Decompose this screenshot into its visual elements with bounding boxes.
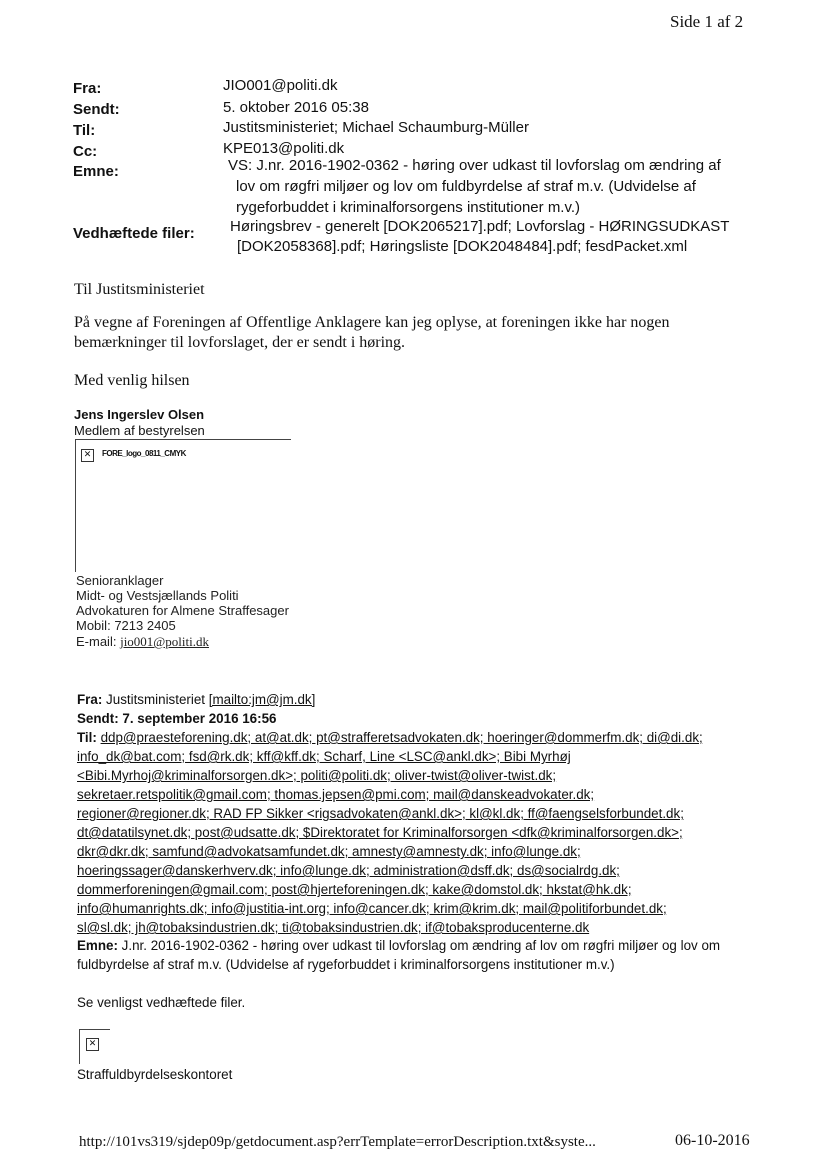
forwarded-to-line — [77, 729, 703, 747]
forwarded-from-name: Justitsministeriet — [106, 692, 206, 707]
attachments-label: Vedhæftede filer: — [73, 225, 195, 242]
recipient-list[interactable]: dkr@dkr.dk; samfund@advokatsamfundet.dk; amnesty@amnesty.dk; info@lunge.dk; — [77, 844, 581, 859]
recipient-list[interactable]: hoeringssager@danskerhverv.dk; info@lunge.dk; administration@dsff.dk; ds@socialrdg.dk; — [77, 863, 620, 878]
recipient-list[interactable]: regioner@regioner.dk; RAD FP Sikker <rigsadvokaten@ankl.dk>; kl@kl.dk; ff@faengselsforbundet.dk; — [77, 806, 684, 821]
signature-mobile — [76, 618, 176, 633]
subject-line: lov om røgfri miljøer og lov om fuldbyrdelse af straf m.v. (Udvidelse af — [236, 178, 696, 195]
recipient-list[interactable]: <Bibi.Myrhoj@kriminalforsorgen.dk>; politi@politi.dk; oliver-twist@oliver-twist.dk; — [77, 768, 557, 783]
recipient-list[interactable]: ddp@praesteforening.dk; at@at.dk; pt@strafferetsadvokaten.dk; hoeringer@dommerfm.dk; di@di.dk; — [100, 730, 703, 745]
forwarded-from — [77, 691, 315, 709]
email-link[interactable]: jio001@politi.dk — [120, 634, 209, 649]
broken-image-icon: ✕ — [86, 1038, 99, 1051]
forwarded-from-label: Fra: — [77, 692, 103, 707]
broken-image-icon: ✕ — [81, 449, 94, 462]
signature-title: Senioranklager — [76, 573, 164, 588]
recipient-list[interactable]: info@humanrights.dk; info@justitia-int.org; info@cancer.dk; krim@krim.dk; mail@politiforbundet.dk; — [77, 901, 667, 916]
footer-url: http://101vs319/sjdep09p/getdocument.asp?errTemplate=errorDescription.txt&syste... — [79, 1134, 596, 1150]
attachments-line[interactable]: [DOK2058368].pdf; Høringsliste [DOK2048484].pdf; fesdPacket.xml — [237, 238, 688, 255]
recipient-list[interactable]: sl@sl.dk; jh@tobaksindustrien.dk; ti@tobaksindustrien.dk; if@tobaksproducenterne.dk — [77, 920, 590, 935]
signature-org-line: Advokaturen for Almene Straffesager — [76, 603, 289, 618]
body-paragraph-line: På vegne af Foreningen af Offentlige Anklagere kan jeg oplyse, at foreningen ikke har nogen — [74, 314, 670, 331]
forwarded-note: Se venligst vedhæftede filer. — [77, 995, 246, 1010]
cc-label: Cc: — [73, 143, 98, 160]
footer-date: 06-10-2016 — [675, 1132, 750, 1149]
forwarded-subject — [77, 937, 720, 955]
to-value: Justitsministeriet; Michael Schaumburg-Müller — [223, 119, 529, 136]
subject-label: Emne: — [73, 163, 119, 180]
body-paragraph-line: bemærkninger til lovforslaget, der er sendt i høring. — [74, 334, 406, 351]
page-number: Side 1 af 2 — [670, 12, 744, 31]
signature-role: Medlem af bestyrelsen — [74, 423, 205, 438]
forwarded-subject-label: Emne: — [77, 938, 118, 953]
from-value[interactable]: JIO001@politi.dk — [223, 77, 338, 94]
signature-name: Jens Ingerslev Olsen — [74, 407, 205, 422]
mobile-number: 7213 2405 — [114, 618, 176, 633]
forwarded-sent — [77, 710, 276, 728]
logo-image-frame — [75, 439, 291, 572]
forwarded-subject-line: fuldbyrdelse af straf m.v. (Udvidelse af rygeforbuddet i kriminalforsorgens institutioner m.v.) — [77, 957, 615, 972]
forwarded-to-label: Til: — [77, 730, 97, 745]
closing: Med venlig hilsen — [74, 372, 190, 389]
greeting: Til Justitsministeriet — [74, 281, 205, 298]
sent-value: 5. oktober 2016 05:38 — [223, 99, 369, 116]
attachments-line[interactable]: Høringsbrev - generelt [DOK2065217].pdf; Lovforslag - HØRINGSUDKAST — [230, 218, 730, 235]
signature-org-line: Midt- og Vestsjællands Politi — [76, 588, 239, 603]
recipient-list[interactable]: dt@datatilsynet.dk; post@udsatte.dk; $Direktoratet for Kriminalforsorgen <dfk@kriminalforsorgen.dk>; — [77, 825, 683, 840]
recipient-list[interactable]: dommerforeningen@gmail.com; post@hjerteforeningen.dk; kake@domstol.dk; hkstat@hk.dk; — [77, 882, 632, 897]
forwarded-from-link[interactable]: [mailto:jm@jm.dk] — [208, 692, 316, 707]
forwarded-sent-value: 7. september 2016 16:56 — [122, 711, 277, 726]
cc-value[interactable]: KPE013@politi.dk — [223, 140, 345, 157]
from-label: Fra: — [73, 80, 102, 97]
logo-alt-text: FORE_logo_0811_CMYK — [102, 449, 186, 458]
forwarded-sent-label: Sendt: — [77, 711, 119, 726]
mobile-label: Mobil: — [76, 618, 111, 633]
signature-email — [76, 634, 209, 650]
email-label: E-mail: — [76, 634, 117, 649]
subject-line: rygeforbuddet i kriminalforsorgens institutioner m.v.) — [236, 199, 581, 216]
to-label: Til: — [73, 122, 96, 139]
subject-line: VS: J.nr. 2016-1902-0362 - høring over udkast til lovforslag om ændring af — [228, 157, 721, 174]
forwarded-subject-line: J.nr. 2016-1902-0362 - høring over udkast til lovforslag om ændring af lov om røgfri miljøer og lov om — [121, 938, 721, 953]
office-name: Straffuldbyrdelseskontoret — [77, 1067, 233, 1082]
sent-label: Sendt: — [73, 101, 120, 118]
recipient-list[interactable]: info_dk@bat.com; fsd@rk.dk; kff@kff.dk; Scharf, Line <LSC@ankl.dk>; Bibi Myrhøj — [77, 749, 571, 764]
recipient-list[interactable]: sekretaer.retspolitik@gmail.com; thomas.jepsen@pmi.com; mail@danskeadvokater.dk; — [77, 787, 595, 802]
